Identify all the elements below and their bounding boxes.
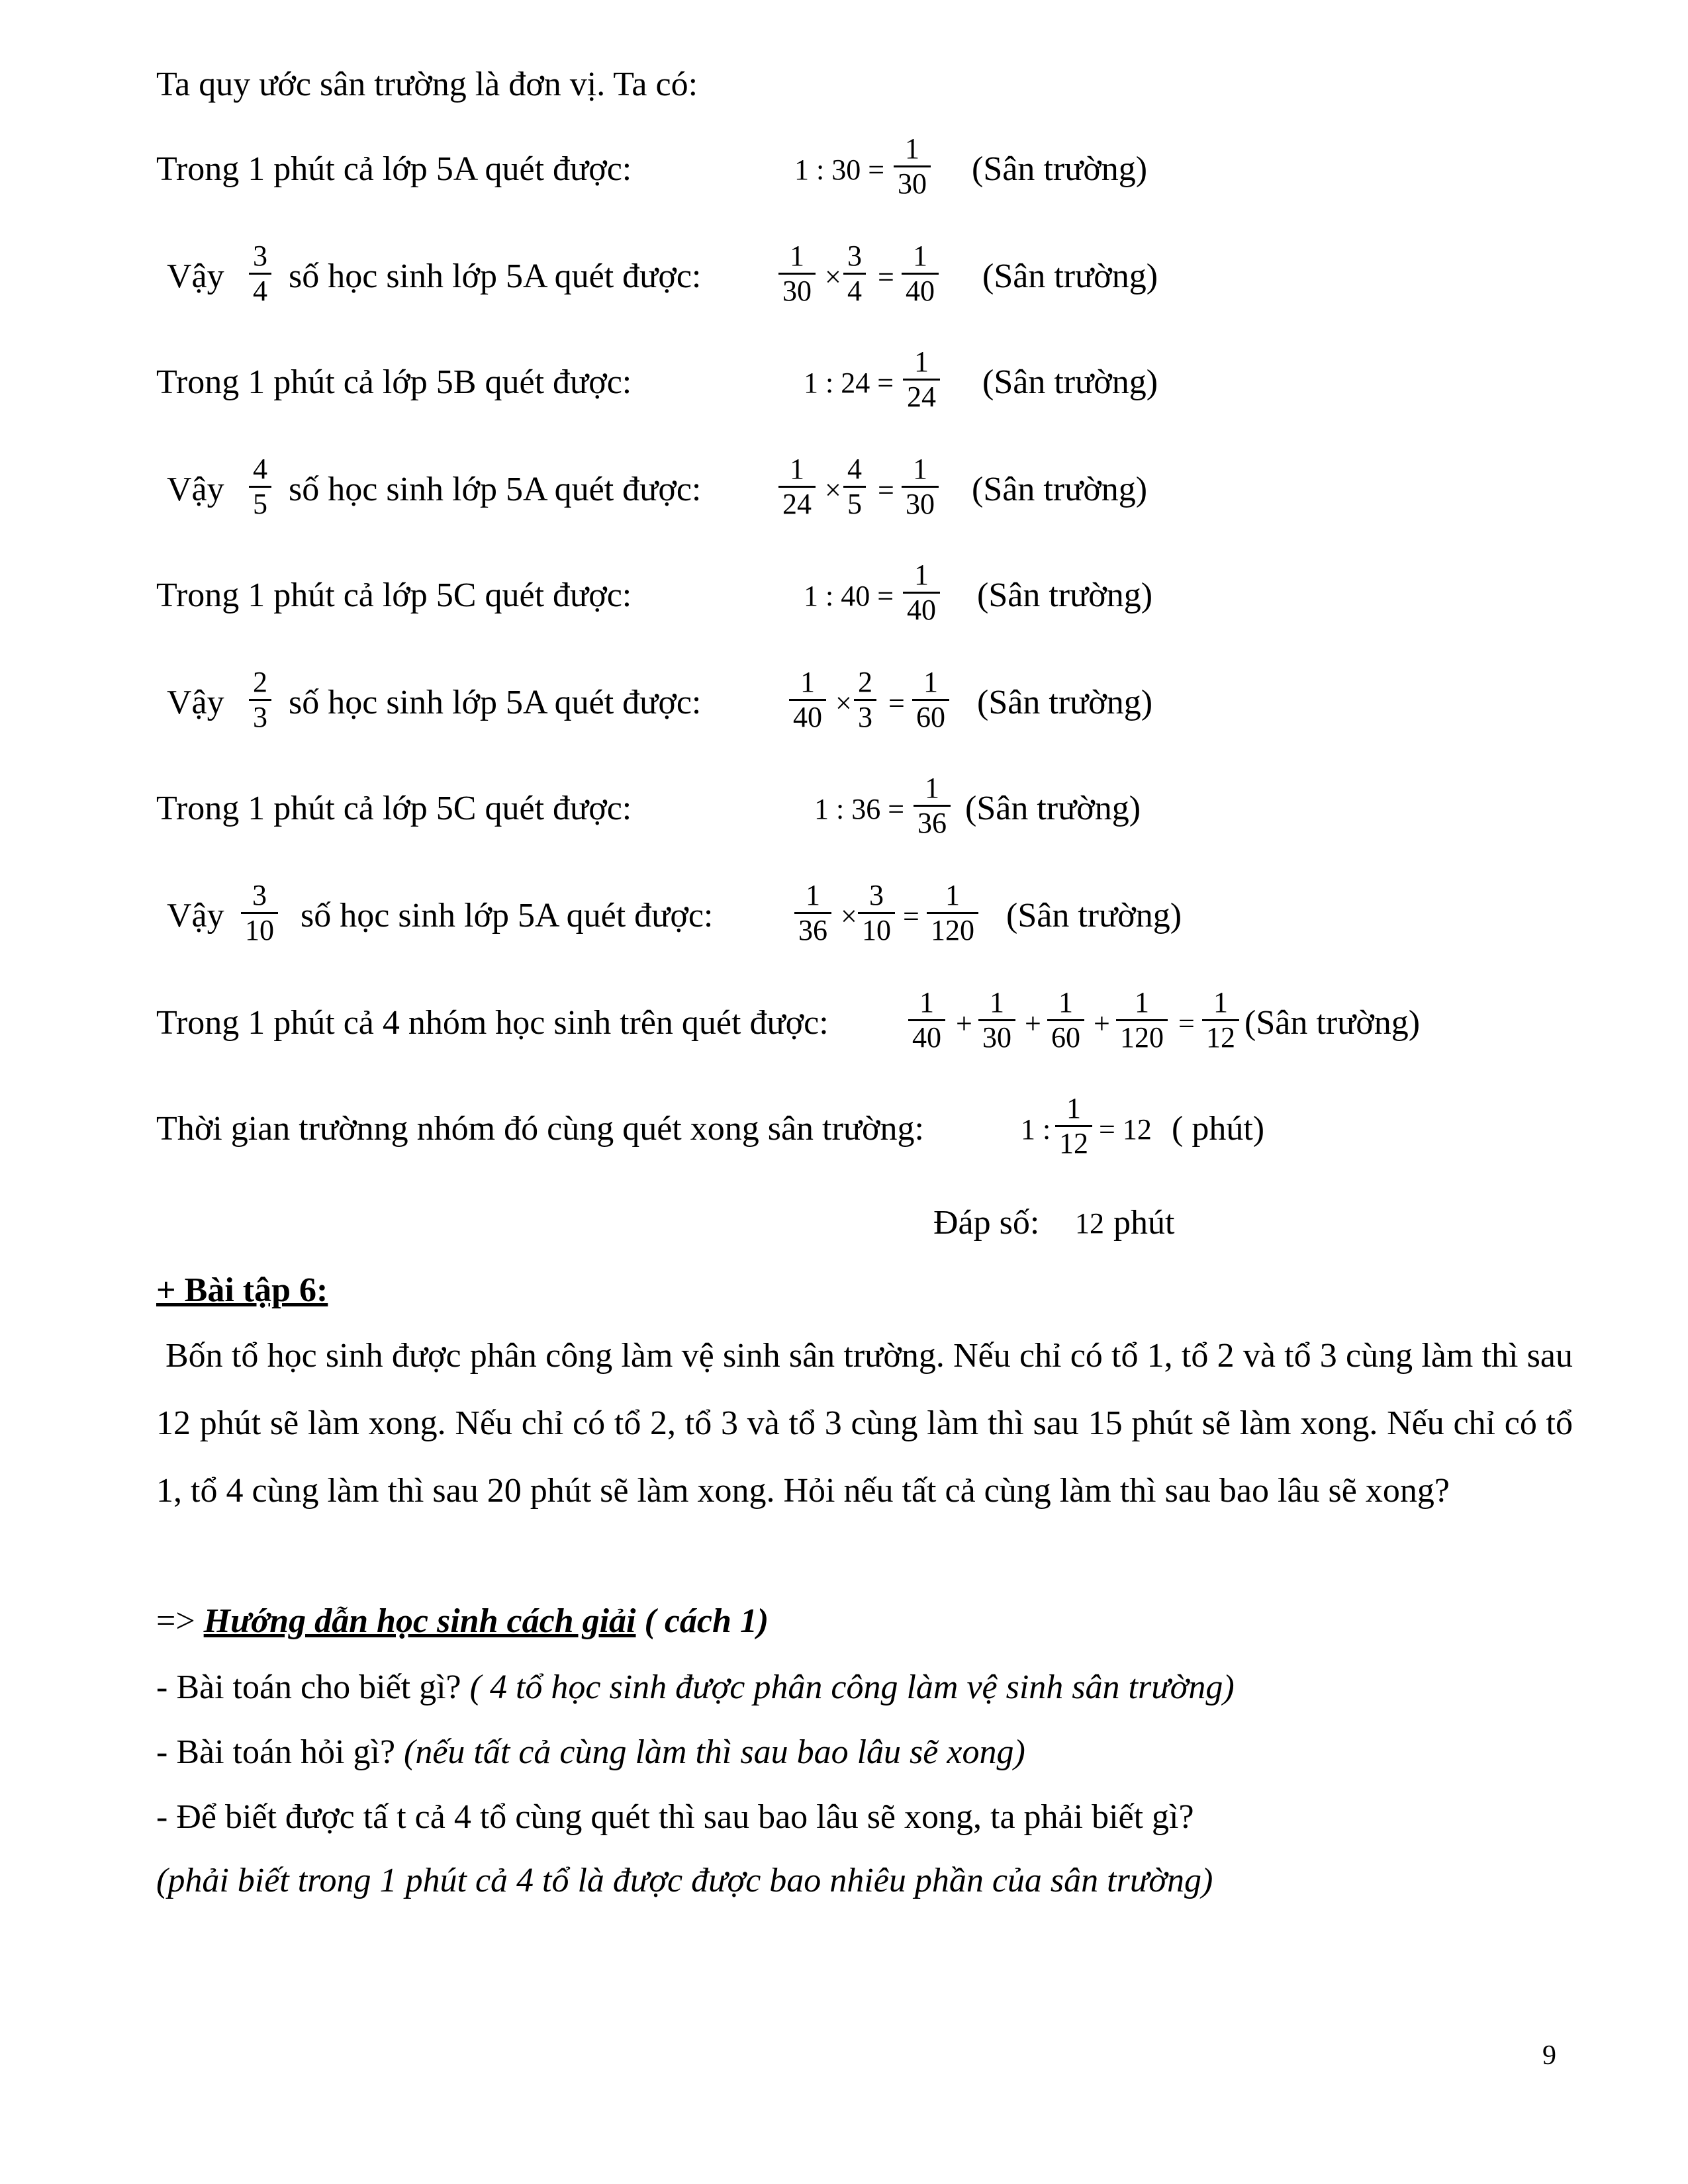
row-text: số học sinh lớp 5A quét được: [289, 257, 702, 295]
page-number: 9 [1542, 2040, 1556, 2071]
exercise-text: Bốn tổ học sinh được phân công làm vệ sinh sân trường. Nếu chỉ có tổ 1, tổ 2 và tổ 3 cùng làm thì sau 12 phút sẽ làm xong. Nếu chỉ có tổ 2, tổ 3 và tổ 3 cùng làm thì sau 15 phút sẽ làm xong. Nếu chỉ có tổ 1, tổ 4 cùng làm thì sau 20 phút sẽ làm xong. Hỏi nếu tất cả cùng làm thì sau bao lâu sẽ xong? [156, 1337, 1573, 1510]
unit-label: (Sân trường) [972, 471, 1148, 508]
answer-text: (nếu tất cả cùng làm thì sau bao lâu sẽ xong) [404, 1733, 1025, 1771]
row-label: Vậy [167, 471, 224, 508]
fraction: 4 5 [249, 453, 271, 521]
fraction: 3 4 [843, 240, 866, 308]
fraction: 1 12 [1055, 1092, 1092, 1160]
equals-sign: = [878, 474, 894, 506]
answer-unit: phút [1113, 1204, 1175, 1242]
fraction: 4 5 [843, 453, 866, 521]
row-label: Vậy [167, 257, 224, 295]
times-sign: × [825, 474, 841, 506]
unit-label: (Sân trường) [1006, 897, 1182, 934]
row-label: Vậy [167, 897, 224, 934]
division-expr: 1 : 40 = [804, 580, 894, 612]
equals-sign: = [903, 900, 919, 933]
equals-sign: = [878, 261, 894, 293]
fraction: 3 10 [241, 879, 278, 947]
plus-sign: + [1025, 1007, 1041, 1040]
fraction: 1 40 [903, 559, 940, 627]
unit-label: (Sân trường) [965, 790, 1141, 827]
answer-label: Đáp số: [933, 1204, 1040, 1242]
equals-sign: = [1178, 1007, 1195, 1040]
question-text: - Bài toán cho biết gì? [156, 1668, 461, 1706]
times-sign: × [825, 261, 841, 293]
unit-label: (Sân trường) [982, 363, 1158, 401]
fraction: 1 24 [778, 453, 816, 521]
row-text: số học sinh lớp 5A quét được: [301, 897, 714, 934]
division-expr: 1 : 30 = [794, 154, 885, 186]
fraction: 1 120 [927, 879, 978, 947]
division-expr: 1 : [1021, 1113, 1051, 1146]
question-2 [156, 1733, 1025, 1772]
fraction: 2 3 [854, 666, 876, 734]
time-unit: ( phút) [1172, 1110, 1265, 1148]
question-3: - Để biết được tấ t cả 4 tổ cùng quét thì sau bao lâu sẽ xong, ta phải biết gì? [156, 1798, 1194, 1836]
row-label: Trong 1 phút cả lớp 5B quét được: [156, 363, 632, 401]
fraction: 1 120 [1116, 986, 1168, 1054]
question-1 [156, 1668, 1235, 1707]
unit-label: (Sân trường) [977, 576, 1153, 614]
fraction: 1 24 [903, 345, 940, 414]
unit-label: (Sân trường) [972, 150, 1148, 188]
fraction: 1 40 [902, 240, 939, 308]
fraction: 1 30 [978, 986, 1015, 1054]
row-label: Trong 1 phút cả lớp 5C quét được: [156, 576, 632, 614]
row-text: số học sinh lớp 5A quét được: [289, 471, 702, 508]
fraction: 1 60 [912, 666, 949, 734]
division-expr: 1 : 24 = [804, 367, 894, 399]
intro-text: Ta quy ước sân trường là đơn vị. Ta có: [156, 66, 698, 103]
row-text: số học sinh lớp 5A quét được: [289, 684, 702, 721]
fraction: 3 10 [858, 879, 895, 947]
unit-label: (Sân trường) [1244, 1004, 1421, 1042]
fraction: 1 36 [914, 772, 951, 840]
guide-method: ( cách 1) [644, 1602, 769, 1640]
equals-sign: = [888, 687, 905, 719]
arrow: => [156, 1602, 195, 1640]
times-sign: × [841, 900, 857, 933]
result-expr: = 12 [1099, 1113, 1152, 1146]
times-sign: × [835, 687, 852, 719]
fraction: 2 3 [249, 666, 271, 734]
sum-label: Trong 1 phút cả 4 nhóm học sinh trên quét được: [156, 1004, 829, 1042]
fraction: 1 60 [1047, 986, 1084, 1054]
unit-label: (Sân trường) [977, 684, 1153, 721]
exercise-heading: + Bài tập 6: [156, 1271, 328, 1309]
unit-label: (Sân trường) [982, 257, 1158, 295]
plus-sign: + [956, 1007, 972, 1040]
fraction: 3 4 [249, 240, 271, 308]
answer-3: (phải biết trong 1 phút cả 4 tổ là được được bao nhiêu phần của sân trường) [156, 1862, 1213, 1899]
fraction: 1 30 [778, 240, 816, 308]
fraction: 1 40 [908, 986, 945, 1054]
answer-value: 12 [1075, 1207, 1104, 1240]
answer-text: ( 4 tổ học sinh được phân công làm vệ sinh sân trường) [469, 1668, 1235, 1706]
row-label: Vậy [167, 684, 224, 721]
time-label: Thời gian trườnng nhóm đó cùng quét xong sân trường: [156, 1110, 924, 1148]
fraction: 1 12 [1202, 986, 1239, 1054]
guide-title: Hướng dẫn học sinh cách giải [203, 1602, 636, 1640]
question-text: - Bài toán hỏi gì? [156, 1733, 396, 1771]
fraction: 1 30 [902, 453, 939, 521]
row-label: Trong 1 phút cả lớp 5C quét được: [156, 790, 632, 827]
fraction: 1 40 [789, 666, 826, 734]
fraction: 1 30 [894, 132, 931, 201]
plus-sign: + [1094, 1007, 1110, 1040]
fraction: 1 36 [794, 879, 831, 947]
division-expr: 1 : 36 = [814, 793, 905, 825]
row-label: Trong 1 phút cả lớp 5A quét được: [156, 150, 632, 188]
guide-line [156, 1602, 769, 1641]
